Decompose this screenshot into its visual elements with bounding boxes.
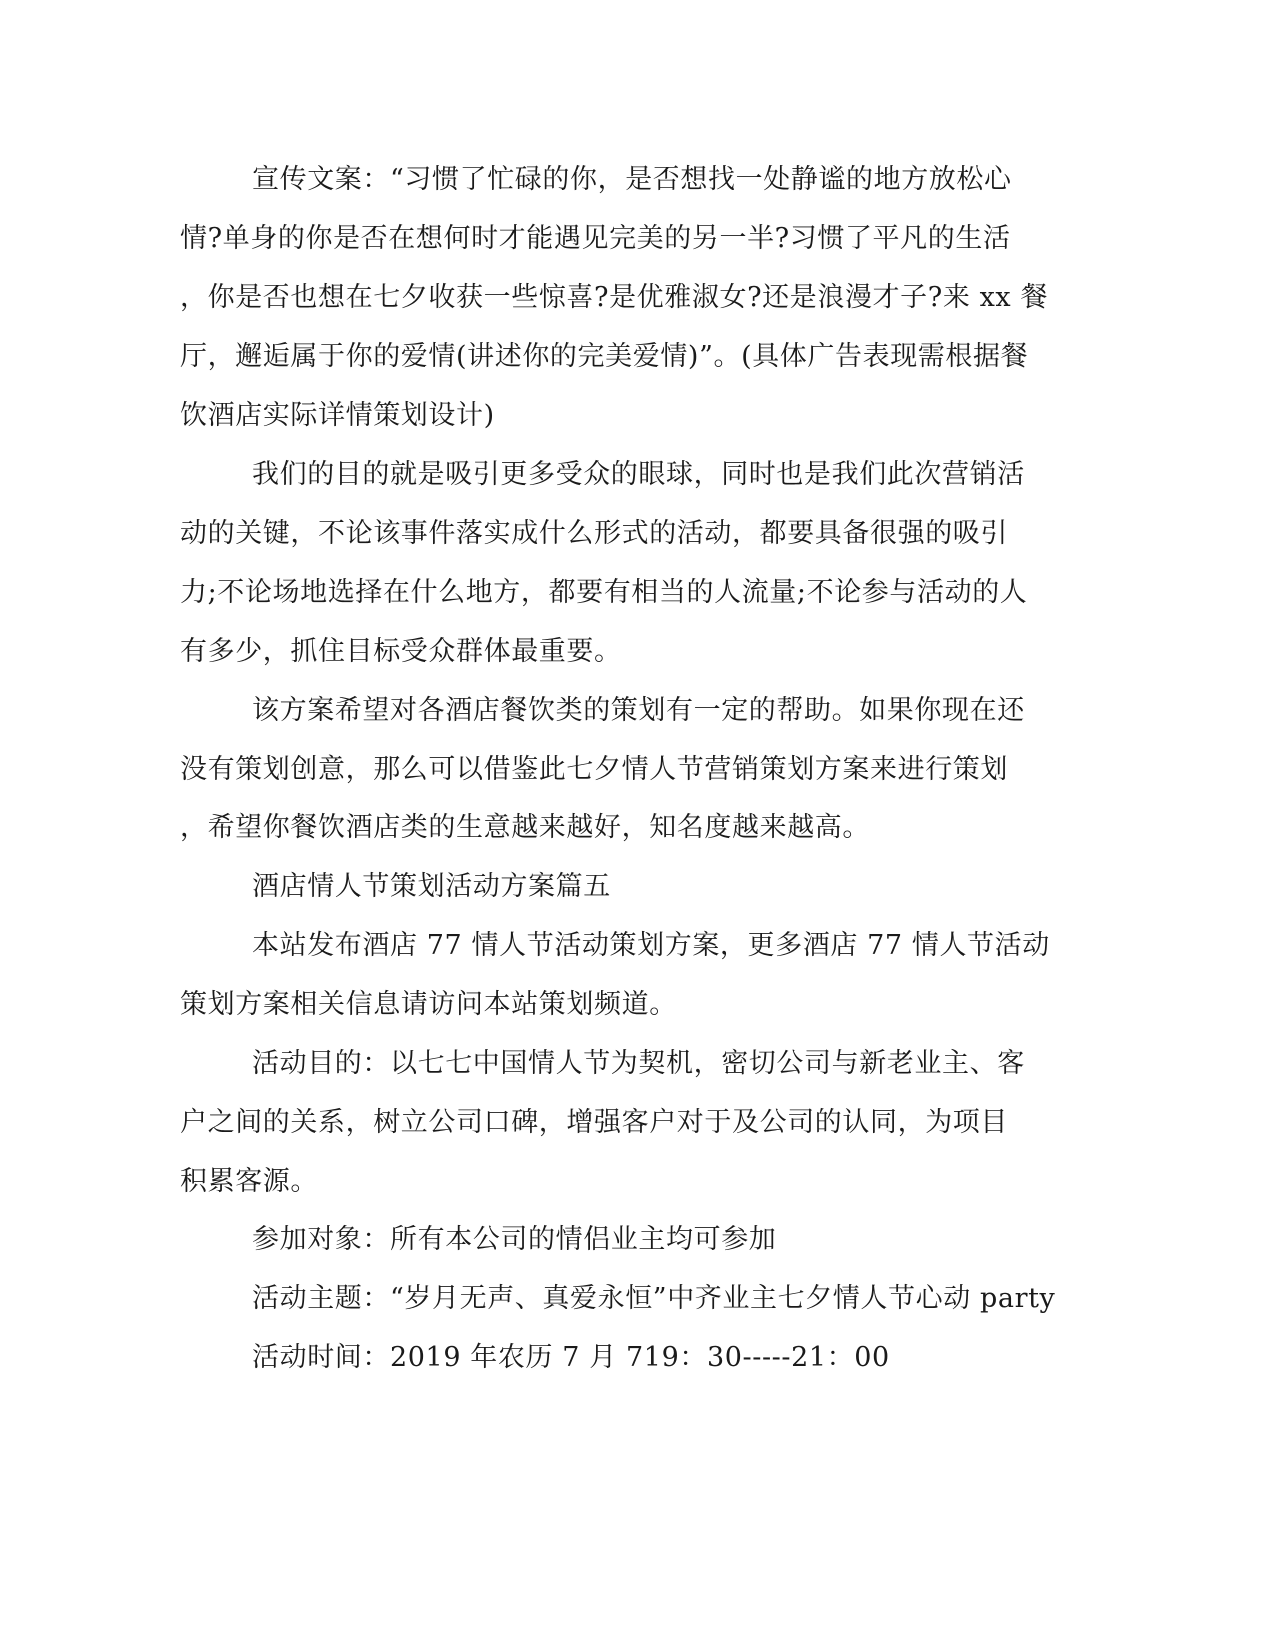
text-line: 积累客源。 <box>180 1166 318 1197</box>
text-line: 户之间的关系，树立公司口碑，增强客户对于及公司的认同，为项目 <box>180 1107 1008 1138</box>
text-line: 活动主题：“岁月无声、真爱永恒”中齐业主七夕情人节心动 party <box>252 1283 1056 1314</box>
text-line: 本站发布酒店 77 情人节活动策划方案，更多酒店 77 情人节活动 <box>252 930 1050 961</box>
text-line: 参加对象：所有本公司的情侣业主均可参加 <box>252 1224 777 1255</box>
text-line: 活动目的：以七七中国情人节为契机，密切公司与新老业主、客 <box>252 1048 1025 1079</box>
text-line: 有多少，抓住目标受众群体最重要。 <box>180 636 622 667</box>
text-line: ，你是否也想在七夕收获一些惊喜?是优雅淑女?还是浪漫才子?来 xx 餐 <box>180 282 1049 313</box>
text-line: 活动时间：2019 年农历 7 月 719：30-----21：00 <box>252 1342 890 1373</box>
text-line: 饮酒店实际详情策划设计) <box>180 400 495 431</box>
text-line: 策划方案相关信息请访问本站策划频道。 <box>180 989 677 1020</box>
text-line: ，希望你餐饮酒店类的生意越来越好，知名度越来越高。 <box>180 812 870 843</box>
text-line: 宣传文案：“习惯了忙碌的你，是否想找一处静谧的地方放松心 <box>252 164 1012 195</box>
text-line: 我们的目的就是吸引更多受众的眼球，同时也是我们此次营销活 <box>252 459 1025 490</box>
text-line: 动的关键，不论该事件落实成什么形式的活动，都要具备很强的吸引 <box>180 518 1008 549</box>
text-line: 该方案希望对各酒店餐饮类的策划有一定的帮助。如果你现在还 <box>252 695 1025 726</box>
text-line: 没有策划创意，那么可以借鉴此七夕情人节营销策划方案来进行策划 <box>180 754 1008 785</box>
text-line: 情?单身的你是否在想何时才能遇见完美的另一半?习惯了平凡的生活 <box>180 223 1011 254</box>
section-heading: 酒店情人节策划活动方案篇五 <box>252 871 611 902</box>
text-line: 厅，邂逅属于你的爱情(讲述你的完美爱情)”。(具体广告表现需根据餐 <box>180 341 1029 372</box>
text-line: 力;不论场地选择在什么地方，都要有相当的人流量;不论参与活动的人 <box>180 577 1028 608</box>
